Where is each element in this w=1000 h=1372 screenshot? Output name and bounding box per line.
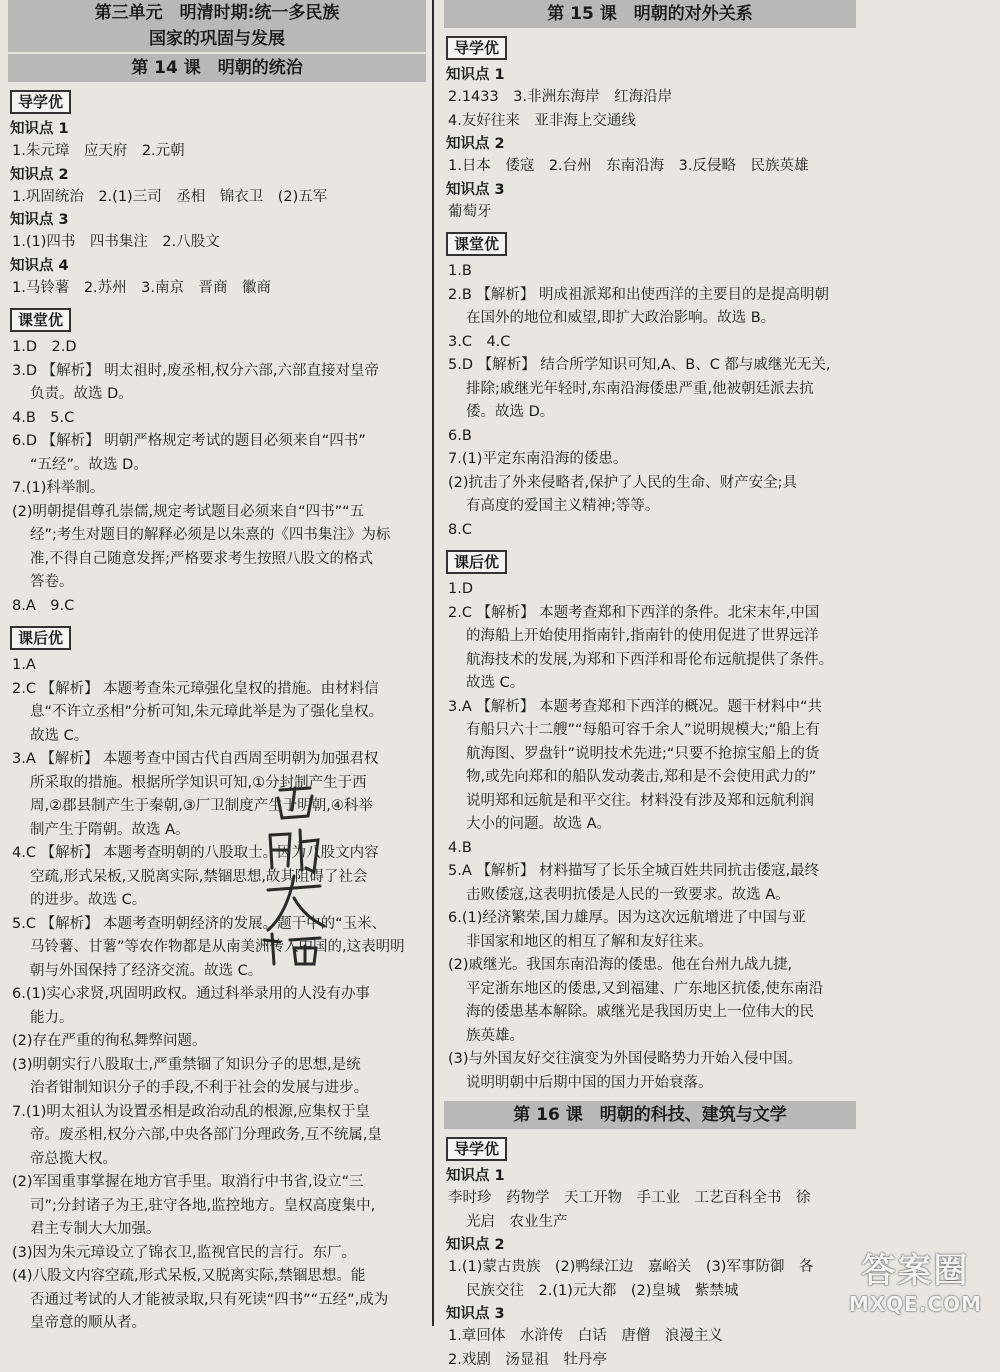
column-divider: [432, 0, 434, 1326]
answer-lines: [444, 201, 856, 225]
answer-line: 葡萄牙: [444, 201, 856, 225]
answer-line: (2)明朝提倡尊孔崇儒,规定考试题目必须来自“四书”“五: [8, 501, 426, 525]
answer-line: 2.B 【解析】 明成祖派郑和出使西洋的主要目的是提高明朝: [444, 284, 856, 308]
site-watermark: [849, 1243, 982, 1316]
handwriting-mark: [250, 780, 340, 970]
watermark-logo-text: 答案圈: [849, 1243, 982, 1292]
answer-lines: [8, 654, 426, 1336]
answer-line: 航海图、罗盘针”说明技术先进;“只要不抢掠宝船上的货: [444, 743, 856, 767]
answer-lines: [444, 155, 856, 179]
answer-line: (3)与外国友好交往演变为外国侵略势力开始入侵中国。: [444, 1048, 856, 1072]
answer-line: 李时珍 药物学 天工开物 手工业 工艺百科全书 徐: [444, 1187, 856, 1211]
section-tag-guide: 导学优: [446, 1137, 507, 1161]
answer-line: 准,不得自己随意发挥;严格要求考生按照八股文的格式: [8, 548, 426, 572]
section-tag-after: 课后优: [10, 626, 71, 650]
answer-line: 6.B: [444, 425, 856, 449]
answer-line: 3.C 4.C: [444, 331, 856, 355]
answer-line: 息“不许立丞相”分析可知,朱元璋此举是为了强化皇权。: [8, 701, 426, 725]
left-column: [8, 0, 426, 1336]
answer-line: 1.D: [444, 578, 856, 602]
answer-line: 司”;分封诸子为王,驻守各地,监控地方。皇权高度集中,: [8, 1195, 426, 1219]
answer-line: 能力。: [8, 1007, 426, 1031]
answer-line: 4.B 5.C: [8, 407, 426, 431]
answer-line: 7.(1)科举制。: [8, 477, 426, 501]
answer-line: 1.章回体 水浒传 白话 唐僧 浪漫主义: [444, 1325, 856, 1349]
answer-line: 民族交往 2.(1)元大都 (2)皇城 紫禁城: [444, 1280, 856, 1304]
answer-line: 倭。故选 D。: [444, 401, 856, 425]
answer-lines: [8, 140, 426, 164]
answer-line: (3)明朝实行八股取士,严重禁锢了知识分子的思想,是统: [8, 1054, 426, 1078]
section-tag-guide: 导学优: [10, 90, 71, 114]
answer-line: 有船只六十二艘”“每船可容千余人”说明规模大;“船上有: [444, 719, 856, 743]
answer-line: 1.马铃薯 2.苏州 3.南京 晋商 徽商: [8, 277, 426, 301]
knowledge-point-heading: 知识点 1: [446, 1165, 856, 1187]
unit-title: [8, 0, 426, 52]
answer-line: (2)戚继光。我国东南沿海的倭患。他在台州九战九捷,: [444, 954, 856, 978]
answer-line: 2.1433 3.非洲东海岸 红海沿岸: [444, 86, 856, 110]
answer-lines: [8, 336, 426, 618]
answer-line: 故选 C。: [8, 725, 426, 749]
knowledge-point-heading: 知识点 2: [446, 133, 856, 155]
answer-line: 海的倭患基本解除。戚继光是我国历史上一位伟大的民: [444, 1001, 856, 1025]
section-tag-after: 课后优: [446, 550, 507, 574]
answer-line: 光启 农业生产: [444, 1211, 856, 1235]
knowledge-point-heading: 知识点 2: [446, 1234, 856, 1256]
answer-line: 1.朱元璋 应天府 2.元朝: [8, 140, 426, 164]
answer-line: 6.(1)经济繁荣,国力雄厚。因为这次远航增进了中国与亚: [444, 907, 856, 931]
answer-line: 5.D 【解析】 结合所学知识可知,A、B、C 都与戚继光无关,: [444, 354, 856, 378]
answer-line: 的进步。故选 C。: [8, 889, 426, 913]
answer-line: 治者钳制知识分子的手段,不利于社会的发展与进步。: [8, 1077, 426, 1101]
answer-line: 1.A: [8, 654, 426, 678]
answer-line: 帝总揽大权。: [8, 1148, 426, 1172]
answer-line: 1.B: [444, 260, 856, 284]
answer-line: (3)因为朱元璋设立了锦衣卫,监视官民的言行。东厂。: [8, 1242, 426, 1266]
answer-line: 答卷。: [8, 571, 426, 595]
answer-line: 在国外的地位和威望,即扩大政治影响。故选 B。: [444, 307, 856, 331]
knowledge-point-heading: 知识点 4: [10, 255, 426, 277]
answer-line: 1.巩固统治 2.(1)三司 丞相 锦衣卫 (2)五军: [8, 186, 426, 210]
answer-line: 1.D 2.D: [8, 336, 426, 360]
answer-line: (2)抗击了外来侵略者,保护了人民的生命、财产安全;具: [444, 472, 856, 496]
answer-line: 2.C 【解析】 本题考查郑和下西洋的条件。北宋末年,中国: [444, 602, 856, 626]
answer-line: (2)存在严重的徇私舞弊问题。: [8, 1030, 426, 1054]
answer-line: 4.B: [444, 837, 856, 861]
answer-line: 帝。废丞相,权分六部,中央各部门分理政务,互不统属,皇: [8, 1124, 426, 1148]
answer-line: 航海技术的发展,为郑和下西洋和哥伦布远航提供了条件。: [444, 649, 856, 673]
answer-line: 所采取的措施。根据所学知识可知,①分封制产生于西: [8, 772, 426, 796]
answer-line: 1.(1)四书 四书集注 2.八股文: [8, 231, 426, 255]
answer-line: 1.日本 倭寇 2.台州 东南沿海 3.反侵略 民族英雄: [444, 155, 856, 179]
answer-lines: [8, 186, 426, 210]
answer-lines: [444, 260, 856, 542]
answer-line: 8.C: [444, 519, 856, 543]
watermark-url: MXQE.COM: [849, 1292, 982, 1316]
lesson-14-title: 第 14 课 明朝的统治: [8, 54, 426, 82]
answer-line: 有高度的爱国主义精神;等等。: [444, 495, 856, 519]
answer-line: 物,或先向郑和的船队发动袭击,郑和是不会使用武力的”: [444, 766, 856, 790]
knowledge-point-heading: 知识点 2: [10, 164, 426, 186]
answer-line: “五经”。故选 D。: [8, 454, 426, 478]
answer-line: (2)军国重事掌握在地方官手里。取消行中书省,设立“三: [8, 1171, 426, 1195]
answer-line: 5.A 【解析】 材料描写了长乐全城百姓共同抗击倭寇,最终: [444, 860, 856, 884]
answer-line: 5.C 【解析】 本题考查明朝经济的发展。题干中的“玉米、: [8, 913, 426, 937]
answer-lines: [444, 1325, 856, 1372]
answer-line: 说明郑和远航是和平交往。材料没有涉及郑和远航利润: [444, 790, 856, 814]
answer-line: 7.(1)明太祖认为设置丞相是政治动乱的根源,应集权于皇: [8, 1101, 426, 1125]
answer-line: 君主专制大大加强。: [8, 1218, 426, 1242]
answer-line: 2.戏剧 汤显祖 牡丹亭: [444, 1349, 856, 1372]
section-tag-class: 课堂优: [10, 308, 71, 332]
answer-line: 平定浙东地区的倭患,又到福建、广东地区抗倭,使东南沿: [444, 978, 856, 1002]
lesson-16-title: 第 16 课 明朝的科技、建筑与文学: [444, 1101, 856, 1129]
knowledge-point-heading: 知识点 3: [446, 179, 856, 201]
answer-line: 负责。故选 D。: [8, 383, 426, 407]
answer-line: 3.A 【解析】 本题考查郑和下西洋的概况。题干材料中“共: [444, 696, 856, 720]
section-tag-class: 课堂优: [446, 232, 507, 256]
knowledge-point-heading: 知识点 3: [10, 209, 426, 231]
answer-line: 3.D 【解析】 明太祖时,废丞相,权分六部,六部直接对皇帝: [8, 360, 426, 384]
answer-line: (4)八股文内容空疏,形式呆板,又脱离实际,禁锢思想。能: [8, 1265, 426, 1289]
answer-line: 周,②郡县制产生于秦朝,③厂卫制度产生于明朝,④科举: [8, 795, 426, 819]
answer-line: 7.(1)平定东南沿海的倭患。: [444, 448, 856, 472]
right-column: [444, 0, 856, 1372]
knowledge-point-heading: 知识点 3: [446, 1303, 856, 1325]
answer-line: 说明明朝中后期中国的国力开始衰落。: [444, 1072, 856, 1096]
answer-lines: [444, 1187, 856, 1234]
unit-title-line-1: 第三单元 明清时期:统一多民族: [8, 0, 426, 26]
knowledge-point-heading: 知识点 1: [10, 118, 426, 140]
answer-line: 故选 C。: [444, 672, 856, 696]
answer-line: 的海船上开始使用指南针,指南针的使用促进了世界远洋: [444, 625, 856, 649]
answer-line: 4.C 【解析】 本题考查明朝的八股取士。因为八股文内容: [8, 842, 426, 866]
answer-line: 空疏,形式呆板,又脱离实际,禁锢思想,故其阻碍了社会: [8, 866, 426, 890]
answer-line: 4.友好往来 亚非海上交通线: [444, 110, 856, 134]
answer-line: 皇帝意的顺从者。: [8, 1312, 426, 1336]
answer-lines: [8, 231, 426, 255]
answer-line: 8.A 9.C: [8, 595, 426, 619]
answer-line: 族英雄。: [444, 1025, 856, 1049]
answer-line: 经”;考生对题目的解释必须是以朱熹的《四书集注》为标: [8, 524, 426, 548]
knowledge-point-heading: 知识点 1: [446, 64, 856, 86]
answer-line: 6.D 【解析】 明朝严格规定考试的题目必须来自“四书”: [8, 430, 426, 454]
unit-title-line-2: 国家的巩固与发展: [8, 26, 426, 52]
answer-line: 6.(1)实心求贤,巩固明政权。通过科举录用的人没有办事: [8, 983, 426, 1007]
answer-line: 大小的问题。故选 A。: [444, 813, 856, 837]
lesson-15-title: 第 15 课 明朝的对外关系: [444, 0, 856, 28]
answer-line: 2.C 【解析】 本题考查朱元璋强化皇权的措施。由材料信: [8, 678, 426, 702]
answer-lines: [444, 1256, 856, 1303]
answer-lines: [444, 578, 856, 1095]
answer-line: 3.A 【解析】 本题考查中国古代自西周至明朝为加强君权: [8, 748, 426, 772]
answer-lines: [8, 277, 426, 301]
answer-line: 否通过考试的人才能被录取,只有死读“四书”“五经”,成为: [8, 1289, 426, 1313]
answer-line: 制产生于隋朝。故选 A。: [8, 819, 426, 843]
section-tag-guide: 导学优: [446, 36, 507, 60]
answer-line: 击败倭寇,这表明抗倭是人民的一致要求。故选 A。: [444, 884, 856, 908]
answer-line: 非国家和地区的相互了解和友好往来。: [444, 931, 856, 955]
answer-line: 马铃薯、甘薯”等农作物都是从南美洲传入中国的,这表明明: [8, 936, 426, 960]
answer-line: 排除;戚继光年轻时,东南沿海倭患严重,他被朝廷派去抗: [444, 378, 856, 402]
answer-lines: [444, 86, 856, 133]
answer-line: 朝与外国保持了经济交流。故选 C。: [8, 960, 426, 984]
answer-line: 1.(1)蒙古贵族 (2)鸭绿江边 嘉峪关 (3)军事防御 各: [444, 1256, 856, 1280]
